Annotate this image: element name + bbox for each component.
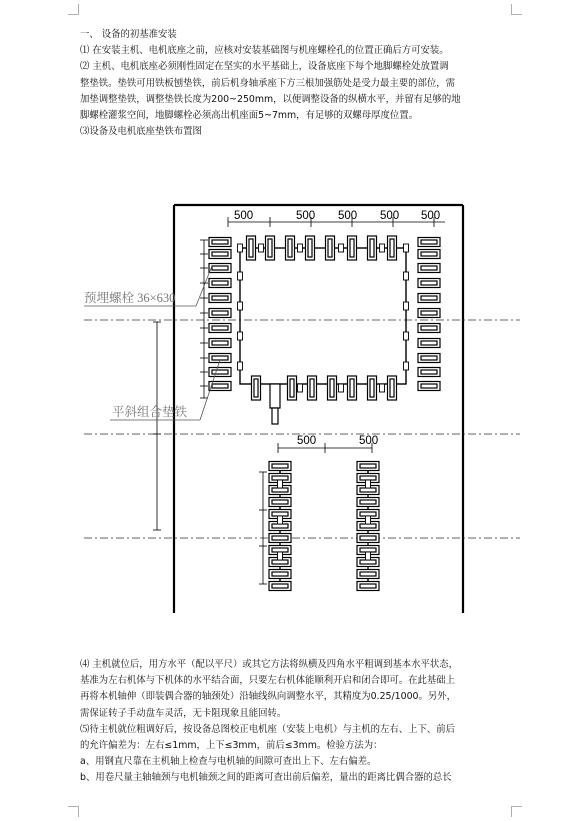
shim-inner xyxy=(421,311,437,315)
shim-inner xyxy=(350,239,354,257)
motor-base-shims xyxy=(269,462,379,591)
shim-inner xyxy=(310,379,314,397)
shim-inner xyxy=(212,311,228,315)
shim-inner xyxy=(268,239,272,257)
left-dimension-chain xyxy=(157,240,204,530)
shim-inner xyxy=(272,572,288,576)
bolt-hole xyxy=(298,384,303,392)
bolt-hole xyxy=(404,272,409,280)
bolt-hole xyxy=(380,244,385,252)
bolt-hole xyxy=(404,362,409,370)
shim-inner xyxy=(421,384,437,388)
shim-inner xyxy=(360,560,376,564)
shaft-stub xyxy=(270,384,280,424)
bolt-hole xyxy=(339,384,344,392)
shim-inner xyxy=(421,370,437,374)
shim-inner xyxy=(360,500,376,504)
paragraph-line: 加垫调整垫铁，调整垫铁长度为200~250mm，以便调整设备的纵横水平，并留有足够的地 xyxy=(80,93,461,105)
shim-inner xyxy=(272,488,288,492)
dimension-label: 500 xyxy=(359,435,379,447)
shim-inner xyxy=(421,266,437,270)
motor-base-rails xyxy=(280,466,368,586)
shim-inner xyxy=(212,384,228,388)
shim-inner xyxy=(212,341,228,345)
centre-lines xyxy=(84,320,520,538)
main-base-outline xyxy=(240,248,406,384)
paragraph-line: 整垫铁。垫铁可用铁板刨垫铁，前后机身轴承座下方三根加强筋处是受力最主要的部位，需 xyxy=(80,77,456,89)
shim-inner xyxy=(212,326,228,330)
shim-inner xyxy=(360,464,376,468)
shim-inner xyxy=(212,252,228,256)
shim-inner xyxy=(390,379,394,397)
shim-inner xyxy=(421,240,437,244)
dimension-label: 500 xyxy=(380,210,400,222)
shim-inner xyxy=(272,524,288,528)
shim-inner xyxy=(272,464,288,468)
shim-inner xyxy=(360,536,376,540)
paragraph-line: 的允许偏差为：左右≤1mm，上下≤3mm，前后≤3mm。检验方法为： xyxy=(80,740,383,752)
shim-inner xyxy=(360,488,376,492)
shim-inner xyxy=(350,379,354,397)
shim-inner xyxy=(212,296,228,300)
bolt-hole xyxy=(339,244,344,252)
bolt-hole xyxy=(278,516,283,524)
shim-inner xyxy=(360,476,376,480)
left-dimension-ticks xyxy=(153,240,208,530)
dimension-label: 500 xyxy=(296,210,316,222)
shim-inner xyxy=(212,240,228,244)
shim-inner xyxy=(421,326,437,330)
bolt-hole xyxy=(366,516,371,524)
bolt-hole xyxy=(238,244,243,252)
bolt-hole xyxy=(278,552,283,560)
bolt-callout: 预埋螺栓 36×630 xyxy=(84,291,176,305)
bolt-hole xyxy=(259,244,264,252)
procedure-text-block xyxy=(80,657,524,787)
shim-inner xyxy=(330,379,334,397)
paragraph-line: ⑷ 主机就位后，用方水平（配以平尺）或其它方法将纵横及四角水平粗调到基本水平状态， xyxy=(80,659,458,670)
paragraph-line: ⑴ 在安装主机、电机底座之前，应核对安装基础图与机座螺栓孔的位置正确后方可安装。 xyxy=(80,45,449,57)
shim-inner xyxy=(360,524,376,528)
paragraph-line: 再将本机轴伸（即装偶合器的轴颈处）沿轴线纵向调整水平，其精度为0.25/1000。另外， xyxy=(80,691,457,703)
shim-inner xyxy=(272,584,288,588)
shim-inner xyxy=(328,239,332,257)
dimension-label: 500 xyxy=(297,435,317,447)
shim-inner xyxy=(421,281,437,285)
main-base-bolts xyxy=(238,244,409,392)
dimension-label: 500 xyxy=(234,210,254,222)
paragraph-line: ⑸待主机就位粗调好后，按设备总图校正电机座（安装上电机）与主机的左右、上下、前后 xyxy=(80,723,456,735)
bolt-hole xyxy=(238,362,243,370)
bolt-hole xyxy=(366,480,371,488)
section-heading: 一、 设备的初基准安装 xyxy=(80,29,177,40)
motor-dimension-line xyxy=(278,443,372,453)
paragraph-line: a、用钢直尺靠在主机轴上检查与电机轴的间隙可查出上下、左右偏差。 xyxy=(80,756,377,768)
shim-inner xyxy=(360,572,376,576)
shim-inner xyxy=(288,239,292,257)
shim-inner xyxy=(212,356,228,360)
shim-inner xyxy=(272,548,288,552)
shim-inner xyxy=(272,560,288,564)
shim-inner xyxy=(254,379,258,397)
shim-inner xyxy=(421,356,437,360)
bolt-hole xyxy=(298,244,303,252)
shim-inner xyxy=(290,379,294,397)
shim-inner xyxy=(360,548,376,552)
shim-inner xyxy=(272,536,288,540)
shim-inner xyxy=(272,476,288,480)
dimension-label: 500 xyxy=(421,210,441,222)
shim-inner xyxy=(421,341,437,345)
shim-inner xyxy=(421,296,437,300)
paragraph-line: 需保证转子手动盘车灵活，无卡阻现象且能回转。 xyxy=(80,707,287,719)
callout-leaders xyxy=(84,266,220,420)
shim-inner xyxy=(360,512,376,516)
shim-inner xyxy=(272,500,288,504)
bolt-hole xyxy=(238,272,243,280)
shim-inner xyxy=(272,512,288,516)
bolt-hole xyxy=(404,244,409,252)
bolt-hole xyxy=(238,302,243,310)
shim-inner xyxy=(360,584,376,588)
bolt-hole xyxy=(404,332,409,340)
motor-side-dimensions xyxy=(259,472,267,584)
figure-caption: ⑶设备及电机底座垫铁布置图 xyxy=(80,126,202,138)
shim-inner xyxy=(390,239,394,257)
shim-inner xyxy=(421,252,437,256)
bolt-hole xyxy=(404,302,409,310)
paragraph-line: 基准为左右机体与下机体的水平结合面，只要左右机体能顺利开启和闭合即可。在此基础上 xyxy=(80,675,456,687)
shim-inner xyxy=(249,239,253,257)
shim-inner xyxy=(370,239,374,257)
shim-inner xyxy=(308,239,312,257)
paragraph-line: b、用卷尺量主轴轴颈与电机轴颈之间的距离可查出前后偏差，量出的距离比偶合器的总长 xyxy=(80,772,452,784)
paragraph-line: ⑵ 主机、电机底座必须刚性固定在坚实的水平基础上，设备底座下每个地脚螺栓处放置调 xyxy=(80,61,449,73)
shim-callout: 平斜组合垫铁 xyxy=(112,405,188,419)
bolt-hole xyxy=(238,332,243,340)
paragraph-line: 脚螺栓灌浆空间，地脚螺栓必须高出机座面5~7mm，有足够的双螺母厚度位置。 xyxy=(80,110,419,122)
bolt-hole xyxy=(366,552,371,560)
dimension-label: 500 xyxy=(338,210,358,222)
bolt-hole xyxy=(278,480,283,488)
shim-inner xyxy=(212,281,228,285)
shim-inner xyxy=(212,370,228,374)
shim-inner xyxy=(212,266,228,270)
bolt-hole xyxy=(380,384,385,392)
shim-inner xyxy=(370,379,374,397)
